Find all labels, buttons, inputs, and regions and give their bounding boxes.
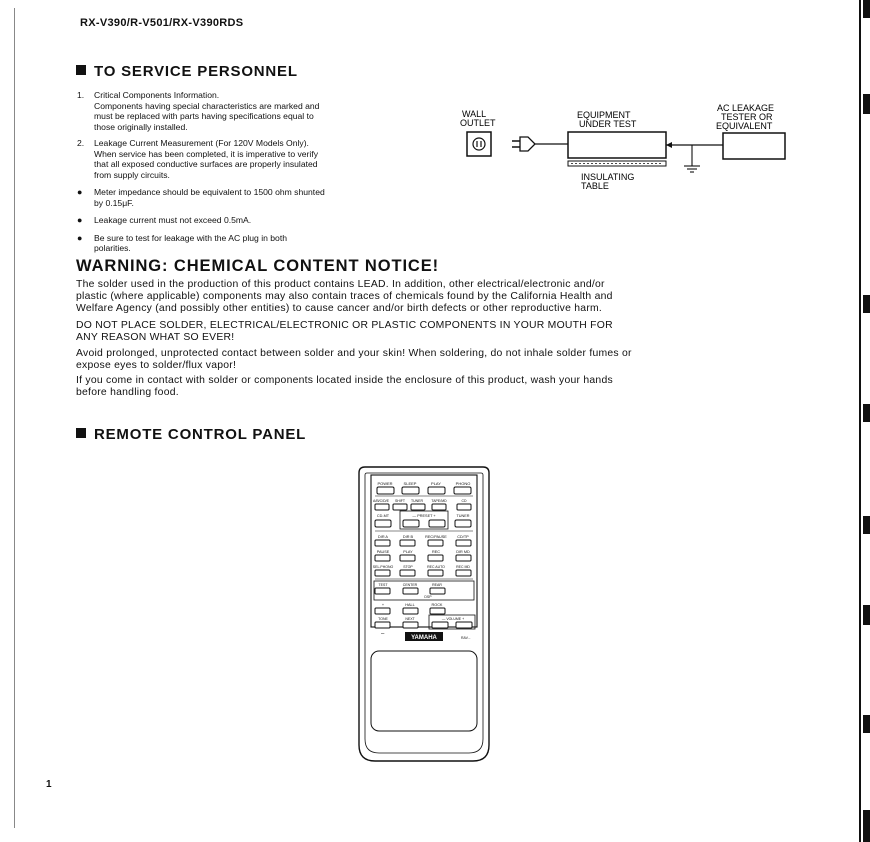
button-label: PAUSE (376, 550, 390, 554)
volume-up-button[interactable] (456, 622, 472, 628)
paragraph-line: DO NOT PLACE SOLDER, ELECTRICAL/ELECTRONIC OR PLASTIC COMPONENTS IN YOUR MOUTH FOR (76, 320, 613, 331)
next-button[interactable] (403, 622, 418, 628)
preset-minus-button[interactable] (403, 520, 419, 527)
edge-mark (863, 605, 870, 625)
rec-md-button[interactable] (456, 570, 471, 576)
button-label: PLAY (403, 550, 413, 554)
item-line: Leakage Current Measurement (For 120V Models Only). (94, 138, 309, 148)
rec-pause-button[interactable] (428, 540, 443, 546)
rec-button[interactable] (428, 555, 443, 561)
button-label: REC AUTO (427, 565, 445, 569)
dir-b-button[interactable] (400, 540, 415, 546)
dir-a-button[interactable] (375, 540, 390, 546)
button-label: POWER (377, 481, 393, 486)
tuner-band-button[interactable] (455, 520, 471, 527)
bullet-icon: ● (77, 232, 83, 243)
warning-paragraph (76, 375, 801, 399)
item-line: Leakage current must not exceed 0.5mA. (94, 215, 252, 225)
button-label: HALL (405, 603, 415, 607)
service-item (77, 233, 422, 254)
service-item (77, 138, 422, 180)
bullet-icon: ● (77, 187, 83, 197)
item-line: When service has been completed, it is imperative to verify (94, 148, 319, 159)
plug-icon (512, 137, 568, 151)
button-label: PHONO (455, 481, 471, 486)
bullet-icon: ● (77, 215, 83, 225)
page-number: 1 (46, 779, 52, 790)
button-label: TUNER (456, 514, 470, 518)
wall-outlet-label: OUTLET (460, 118, 496, 128)
button-label: A/B/C/D/E (373, 499, 389, 503)
leakage-test-diagram (440, 100, 810, 195)
edge-mark (863, 810, 870, 842)
cd-tp-button[interactable] (456, 540, 471, 546)
edge-mark (863, 0, 870, 18)
rec-auto-button[interactable] (428, 570, 443, 576)
equipment-label: EQUIPMENT (577, 110, 631, 120)
button-label: TAPE/MD (431, 499, 447, 503)
button-label: — VOLUME + (441, 617, 465, 621)
warning-paragraph (76, 348, 801, 372)
button-label: ROCK (431, 603, 443, 607)
service-item (77, 187, 422, 208)
item-line: Components having special characteristics are marked and (94, 100, 320, 111)
item-line: Be sure to test for leakage with the AC plug in both (94, 232, 287, 243)
button-label: DIR MD (456, 550, 470, 554)
button-label: REC (431, 550, 441, 554)
button-label: TUNER (410, 499, 424, 503)
tone-button[interactable] (375, 622, 390, 628)
button-label: REC MD (456, 565, 470, 569)
remote-heading (76, 426, 306, 443)
tester-box (723, 133, 785, 159)
button-label: TONE (378, 617, 388, 621)
phono-button[interactable] (454, 487, 471, 494)
equipment-label: UNDER TEST (579, 119, 637, 129)
cd-button[interactable] (457, 504, 471, 510)
button-label: DSP (424, 595, 432, 599)
button-label: TEST (378, 583, 388, 587)
paragraph-line: If you come in contact with solder or components located inside the enclosure of this product, wash your hands (76, 375, 613, 386)
warning-paragraph (76, 279, 801, 315)
item-line: by 0.15μF. (94, 197, 134, 208)
button-label: STOP (403, 565, 413, 569)
volume-down-button[interactable] (432, 622, 448, 628)
button-label: SEL.PHONO (372, 565, 394, 569)
remote-heading-text: REMOTE CONTROL PANEL (94, 426, 307, 443)
tape-button[interactable] (432, 504, 446, 510)
paragraph-line: expose eyes to solder/flux vapor! (76, 360, 237, 371)
button-label: — PRESET + (412, 514, 436, 518)
item-number: 1. (77, 90, 85, 100)
preset-plus-button[interactable] (429, 520, 445, 527)
heading-square-icon (76, 65, 86, 75)
test-button[interactable] (375, 588, 390, 594)
button-label: CD (461, 499, 467, 503)
edge-mark (863, 404, 870, 422)
page-right-edge (859, 0, 870, 842)
button-label: DIR A (378, 535, 388, 539)
tester-label: TESTER OR (721, 112, 773, 122)
button-label: CD/TP (457, 535, 469, 539)
paragraph-line: before handling food. (76, 387, 179, 398)
button-label: CENTER (402, 583, 418, 587)
button-label: NEXT (405, 617, 415, 621)
rear-button[interactable] (430, 588, 445, 594)
item-line: from supply circuits. (94, 169, 170, 180)
rock-button[interactable] (430, 608, 445, 614)
paragraph-line: Welfare Agency (and possibly other entities) to cause cancer and/or birth defects or other reproductive harm. (76, 303, 603, 314)
button-label: + (381, 603, 385, 607)
power-button[interactable] (377, 487, 394, 494)
service-heading (76, 63, 298, 80)
pause-button[interactable] (375, 555, 390, 561)
brand-logo-text: YAMAHA (411, 635, 437, 641)
edge-mark (863, 516, 870, 534)
cd-mt-button[interactable] (375, 520, 391, 527)
shift-button[interactable] (393, 504, 407, 510)
warning-heading: WARNING: CHEMICAL CONTENT NOTICE! (76, 257, 440, 275)
equipment-box (568, 132, 666, 158)
button-label: REAR (432, 583, 442, 587)
dir-md-button[interactable] (456, 555, 471, 561)
model-header: RX-V390/R-V501/RX-V390RDS (80, 17, 244, 29)
tuner-button[interactable] (411, 504, 425, 510)
paragraph-line: ANY REASON WHAT SO EVER! (76, 332, 235, 343)
warning-paragraph (76, 320, 801, 344)
remote-model-code: RAV... (461, 636, 471, 640)
minus-symbol: – (381, 631, 385, 637)
wall-outlet-icon (467, 132, 491, 156)
tester-label: AC LEAKAGE (717, 103, 775, 113)
input-button[interactable] (375, 504, 389, 510)
table-label: INSULATING (581, 172, 635, 182)
item-line: Meter impedance should be equivalent to 1500 ohm shunted (94, 187, 325, 197)
stop-button[interactable] (400, 570, 415, 576)
page-left-edge-line (14, 8, 15, 828)
hall-button[interactable] (403, 608, 418, 614)
item-line: Critical Components Information. (94, 90, 220, 100)
item-number: 2. (77, 138, 85, 148)
button-label: SLEEP (403, 481, 417, 486)
edge-mark (863, 295, 870, 313)
sleep-button[interactable] (402, 487, 419, 494)
paragraph-line: plastic (where applicable) components may also contain traces of chemicals found by the California Health and (76, 291, 613, 302)
tester-label: EQUIVALENT (716, 121, 773, 131)
edge-mark (863, 94, 870, 114)
paragraph-line: The solder used in the production of this product contains LEAD. In addition, other electrical/electronic and/or (76, 279, 605, 290)
item-line: those originally installed. (94, 121, 188, 132)
paragraph-line: Avoid prolonged, unprotected contact between solder and your skin! When soldering, do not inhale solder fumes or (76, 348, 632, 359)
edge-mark (863, 715, 870, 733)
sel-phono-button[interactable] (375, 570, 390, 576)
wall-outlet-label: WALL (462, 109, 487, 119)
heading-square-icon (76, 428, 86, 438)
button-label: PLAY (431, 481, 441, 486)
socket-icon (473, 138, 485, 150)
button-label: DIR B (402, 535, 414, 539)
service-heading-text: TO SERVICE PERSONNEL (94, 63, 298, 80)
play-button[interactable] (428, 487, 445, 494)
item-line: polarities. (94, 243, 131, 253)
remote-control-illustration (353, 465, 495, 765)
center-button[interactable] (403, 588, 418, 594)
item-line: that all exposed conductive surfaces are properly insulated (94, 159, 318, 169)
play-deck-button[interactable] (400, 555, 415, 561)
table-label: TABLE (581, 181, 609, 191)
plus-button[interactable] (375, 608, 390, 614)
service-item (77, 90, 422, 132)
button-label: CD-MT (376, 514, 390, 518)
button-label: REC/PAUSE (425, 535, 447, 539)
service-list (77, 90, 422, 257)
button-label: SHIFT (394, 499, 406, 503)
service-item (77, 215, 422, 226)
item-line: must be replaced with parts having specifications equal to (94, 111, 314, 121)
